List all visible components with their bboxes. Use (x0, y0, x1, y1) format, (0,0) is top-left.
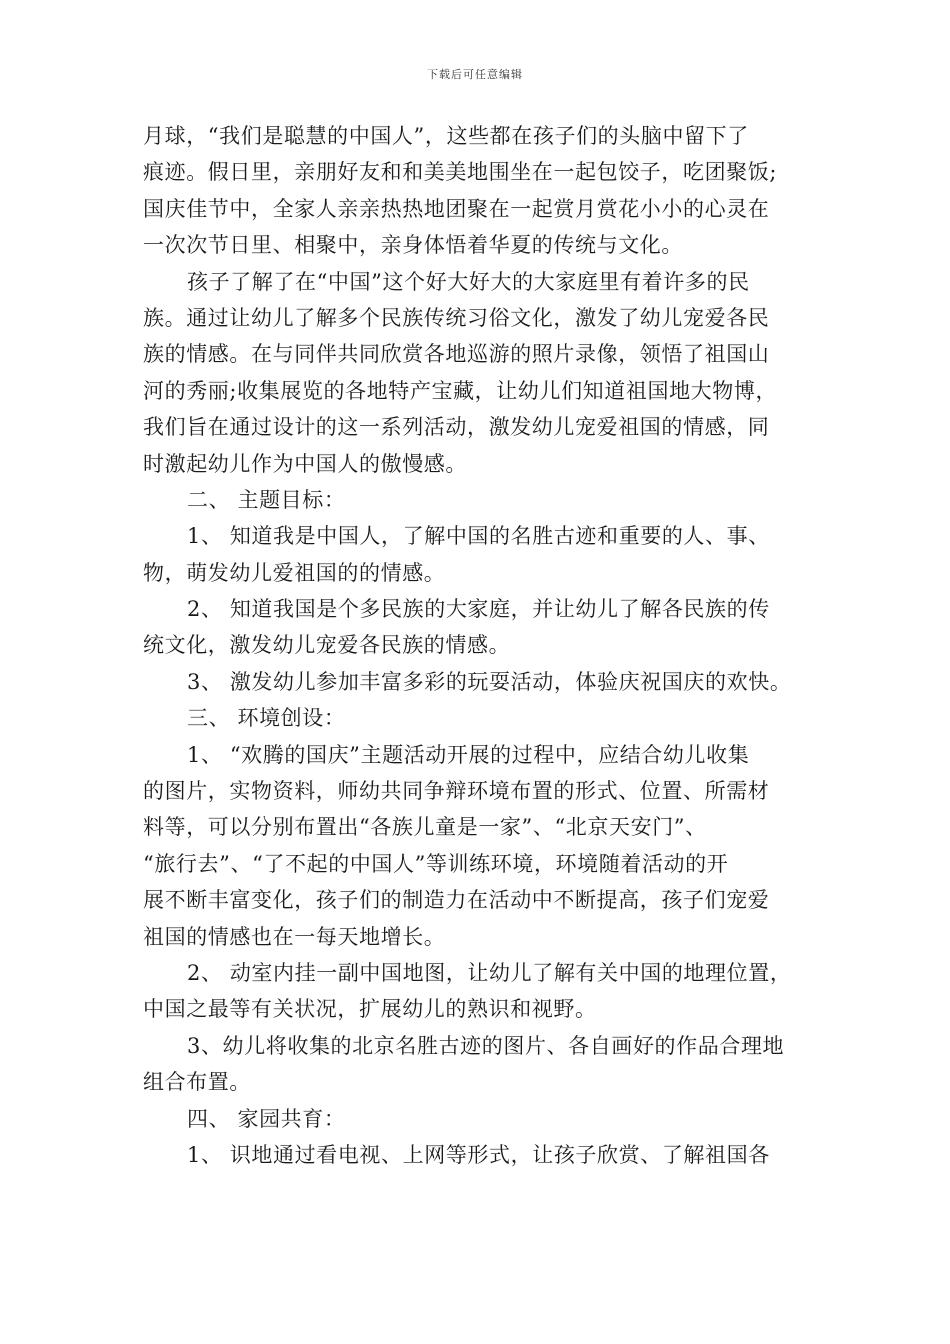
text-line: 3、幼儿将收集的北京名胜古迹的图片、各自画好的作品合理地 (187, 1033, 785, 1058)
text-line: 三、 环境创设： (187, 706, 346, 731)
text-line: 祖国的情感也在一每天地增长。 (143, 924, 446, 949)
text-line: 2、 动室内挂一副中国地图，让幼儿了解有关中国的地理位置， (187, 960, 792, 985)
text-line: 物，萌发幼儿爱祖国的的情感。 (143, 560, 446, 585)
text-line: 1、 知道我是中国人，了解中国的名胜古迹和重要的人、事、 (187, 524, 770, 549)
text-line: 国庆佳节中，全家人亲亲热热地团聚在一起赏月赏花小小的心灵在 (143, 196, 770, 221)
text-line: 孩子了解了在“中国”这个好大好大的大家庭里有着许多的民 (187, 269, 750, 294)
text-line: 中国之最等有关状况，扩展幼儿的熟识和视野。 (143, 997, 597, 1022)
text-line: 时激起幼儿作为中国人的傲慢感。 (143, 451, 467, 476)
text-line: 统文化，激发幼儿宠爱各民族的情感。 (143, 633, 511, 658)
text-line: 河的秀丽;收集展览的各地特产宝藏，让幼儿们知道祖国地大物博， (143, 378, 778, 403)
text-line: 料等，可以分别布置出“各族儿童是一家”、“北京天安门”、 (143, 815, 707, 840)
text-line: 族。通过让幼儿了解多个民族传统习俗文化，激发了幼儿宠爱各民 (143, 305, 770, 330)
text-line: 展不断丰富变化，孩子们的制造力在活动中不断提高，孩子们宠爱 (143, 888, 770, 913)
text-line: 2、 知道我国是个多民族的大家庭，并让幼儿了解各民族的传 (187, 597, 770, 622)
text-line: 族的情感。在与同伴共同欣赏各地巡游的照片录像，领悟了祖国山 (143, 342, 770, 367)
text-line: 1、 识地通过看电视、上网等形式，让孩子欣赏、了解祖国各 (187, 1142, 770, 1167)
text-line: 组合布置。 (143, 1070, 251, 1095)
text-line: 1、 “欢腾的国庆”主题活动开展的过程中，应结合幼儿收集 (187, 742, 750, 767)
text-line: 二、 主题目标： (187, 487, 346, 512)
page-header: 下载后可任意编辑 (427, 68, 523, 81)
text-line: 一次次节日里、相聚中，亲身体悟着华夏的传统与文化。 (143, 233, 683, 258)
text-line: 痕迹。假日里，亲朋好友和和美美地围坐在一起包饺子，吃团聚饭; (143, 160, 778, 185)
text-line: 月球，“我们是聪慧的中国人”，这些都在孩子们的头脑中留下了 (143, 124, 749, 148)
text-line: 四、 家园共育： (187, 1106, 346, 1131)
text-line: 我们旨在通过设计的这一系列活动，激发幼儿宠爱祖国的情感，同 (143, 415, 770, 440)
document-body (143, 118, 813, 1173)
text-line: 3、 激发幼儿参加丰富多彩的玩耍活动，体验庆祝国庆的欢快。 (187, 669, 792, 694)
text-line: 的图片，实物资料，师幼共同争辩环境布置的形式、位置、所需材 (143, 779, 770, 804)
text-line: “旅行去”、“了不起的中国人”等训练环境，环境随着活动的开 (143, 851, 729, 876)
